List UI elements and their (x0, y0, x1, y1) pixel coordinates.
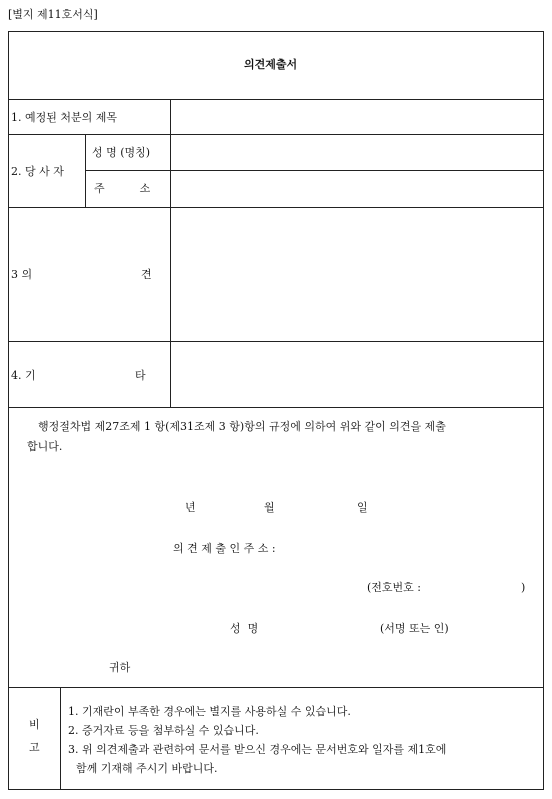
notes-label-bottom: 고 (29, 741, 40, 754)
other-label-left: 4. 기 (11, 369, 36, 382)
party-label: 2. 당 사 자 (11, 165, 64, 178)
submitter-address-label: 의 견 제 출 인 주 소 : (173, 542, 276, 555)
outer-border-right (543, 31, 544, 790)
phone-label: (전호번호 : (367, 581, 421, 594)
party-address-label: 주 소 (94, 182, 151, 195)
row4-divider (8, 407, 544, 408)
subject-field[interactable] (171, 100, 543, 134)
statement-line-2: 합니다. (27, 440, 63, 453)
date-month-label: 월 (264, 501, 275, 514)
recipient-suffix: 귀하 (109, 661, 131, 674)
party-address-field[interactable] (171, 171, 543, 207)
opinion-field[interactable] (171, 208, 543, 341)
notes-column-divider (60, 687, 61, 790)
outer-border-left (8, 31, 9, 790)
note-item-2: 2. 증거자료 등을 첨부하실 수 있습니다. (68, 724, 259, 737)
party-name-label: 성 명 (명칭) (92, 146, 151, 159)
form-number-label: [별지 제11호서식] (8, 8, 98, 21)
phone-close: ) (521, 581, 526, 594)
submitter-name-label: 성 명 (230, 622, 259, 635)
outer-border-bottom (8, 789, 544, 790)
form-title: 의견제출서 (244, 58, 298, 71)
opinion-label-right: 견 (141, 268, 152, 281)
date-year-label: 년 (185, 501, 196, 514)
notes-label-top: 비 (29, 718, 40, 731)
signature-label: (서명 또는 인) (380, 622, 449, 635)
opinion-label-left: 3 의 (11, 268, 33, 281)
date-day-label: 일 (357, 501, 368, 514)
subject-label: 1. 예정된 처분의 제목 (11, 111, 117, 124)
other-field[interactable] (171, 342, 543, 407)
statement-line-1: 행정절차법 제27조제 1 항(제31조제 3 항)항의 규정에 의하여 위와 같이 의견을 제출 (38, 420, 446, 433)
note-item-3: 3. 위 의견제출과 관련하여 문서를 받으신 경우에는 문서번호와 일자를 제1호에 (68, 743, 447, 756)
notes-top-divider (8, 687, 544, 688)
other-label-right: 타 (135, 369, 146, 382)
outer-border-top (8, 31, 544, 32)
note-item-3-continued: 함께 기재해 주시기 바랍니다. (76, 762, 218, 775)
note-item-1: 1. 기재란이 부족한 경우에는 별지를 사용하실 수 있습니다. (68, 705, 351, 718)
party-name-field[interactable] (171, 135, 543, 170)
